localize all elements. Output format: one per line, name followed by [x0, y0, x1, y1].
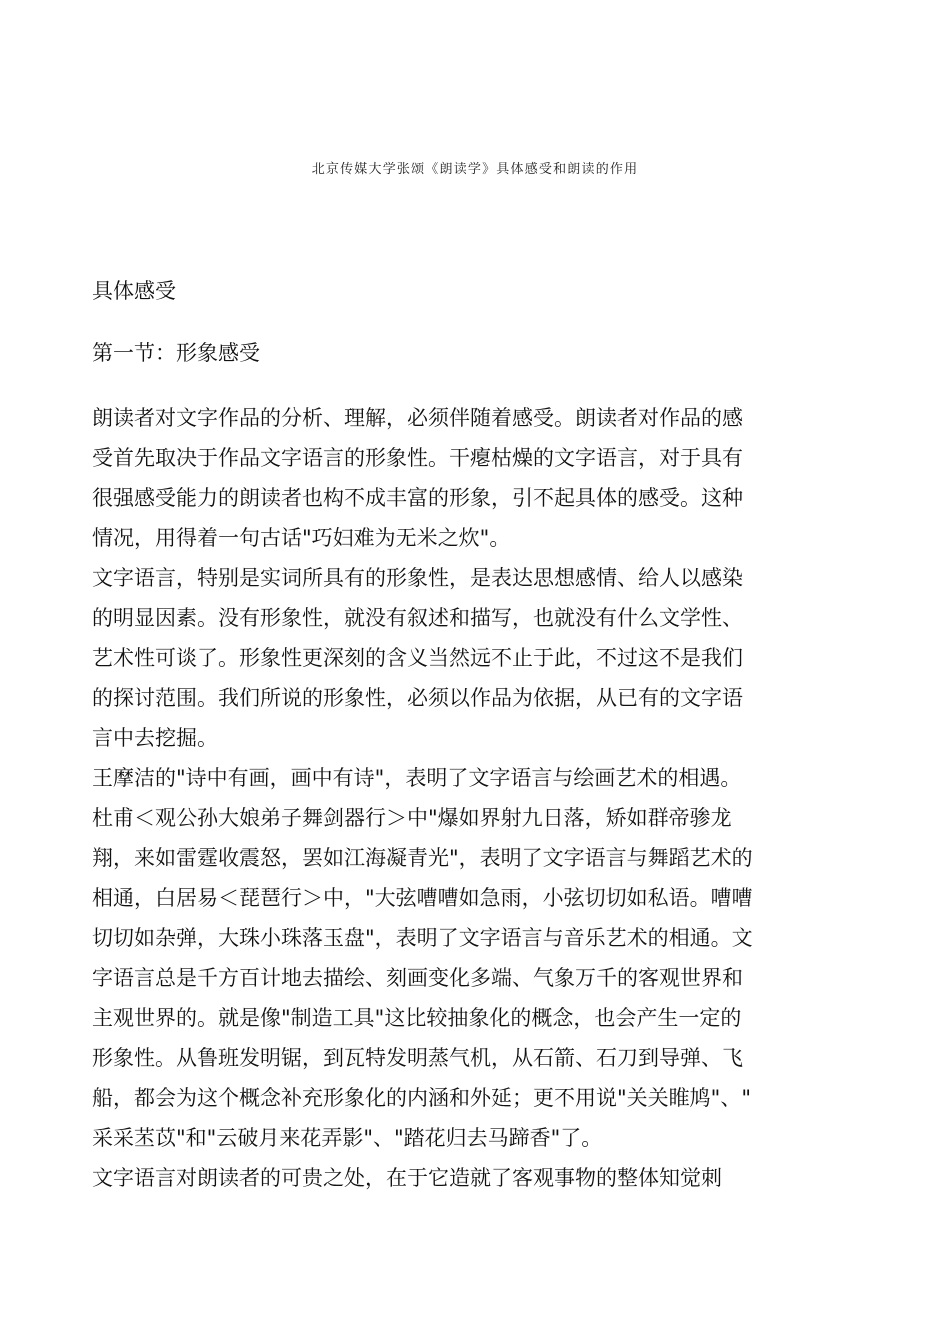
text-line: 相通，白居易＜琵琶行＞中，"大弦嘈嘈如急雨，小弦切切如私语。嘈嘈	[92, 886, 753, 910]
text-line: 言中去挖掘。	[92, 726, 218, 750]
text-line: 杜甫＜观公孙大娘弟子舞剑器行＞中"爆如界射九日落，矫如群帝骖龙	[92, 806, 732, 830]
text-line: 朗读者对文字作品的分析、理解，必须伴随着感受。朗读者对作品的感	[92, 406, 743, 430]
text-line: 切切如杂弹，大珠小珠落玉盘"，表明了文字语言与音乐艺术的相通。文	[92, 926, 753, 950]
main-heading: 具体感受	[92, 279, 176, 303]
text-line: 文字语言，特别是实词所具有的形象性，是表达思想感情、给人以感染	[92, 566, 743, 590]
text-line: 翔，来如雷霆收震怒，罢如江海凝青光"，表明了文字语言与舞蹈艺术的	[92, 846, 753, 870]
body-text	[92, 398, 852, 1198]
text-line: 文字语言对朗读者的可贵之处，在于它造就了客观事物的整体知觉刺	[92, 1166, 722, 1190]
text-line: 的探讨范围。我们所说的形象性，必须以作品为依据，从已有的文字语	[92, 686, 743, 710]
text-line: 很强感受能力的朗读者也构不成丰富的形象，引不起具体的感受。这种	[92, 486, 743, 510]
text-line: 形象性。从鲁班发明锯，到瓦特发明蒸气机，从石箭、石刀到导弹、飞	[92, 1046, 743, 1070]
text-line: 船，都会为这个概念补充形象化的内涵和外延；更不用说"关关睢鸠"、"	[92, 1086, 751, 1110]
text-line: 采采苤苡"和"云破月来花弄影"、"踏花归去马蹄香"了。	[92, 1126, 603, 1150]
text-line: 字语言总是千方百计地去描绘、刻画变化多端、气象万千的客观世界和	[92, 966, 743, 990]
text-line: 受首先取决于作品文字语言的形象性。干瘪枯燥的文字语言，对于具有	[92, 446, 743, 470]
text-line: 王摩洁的"诗中有画，画中有诗"，表明了文字语言与绘画艺术的相遇。	[92, 766, 742, 790]
text-line: 情况，用得着一句古话"巧妇难为无米之炊"。	[92, 526, 511, 550]
section-heading: 第一节：形象感受	[92, 341, 260, 365]
text-line: 的明显因素。没有形象性，就没有叙述和描写，也就没有什么文学性、	[92, 606, 743, 630]
text-line: 主观世界的。就是像"制造工具"这比较抽象化的概念，也会产生一定的	[92, 1006, 742, 1030]
document-header-title: 北京传媒大学张颂《朗读学》具体感受和朗读的作用	[311, 162, 639, 177]
text-line: 艺术性可谈了。形象性更深刻的含义当然远不止于此，不过这不是我们	[92, 646, 743, 670]
